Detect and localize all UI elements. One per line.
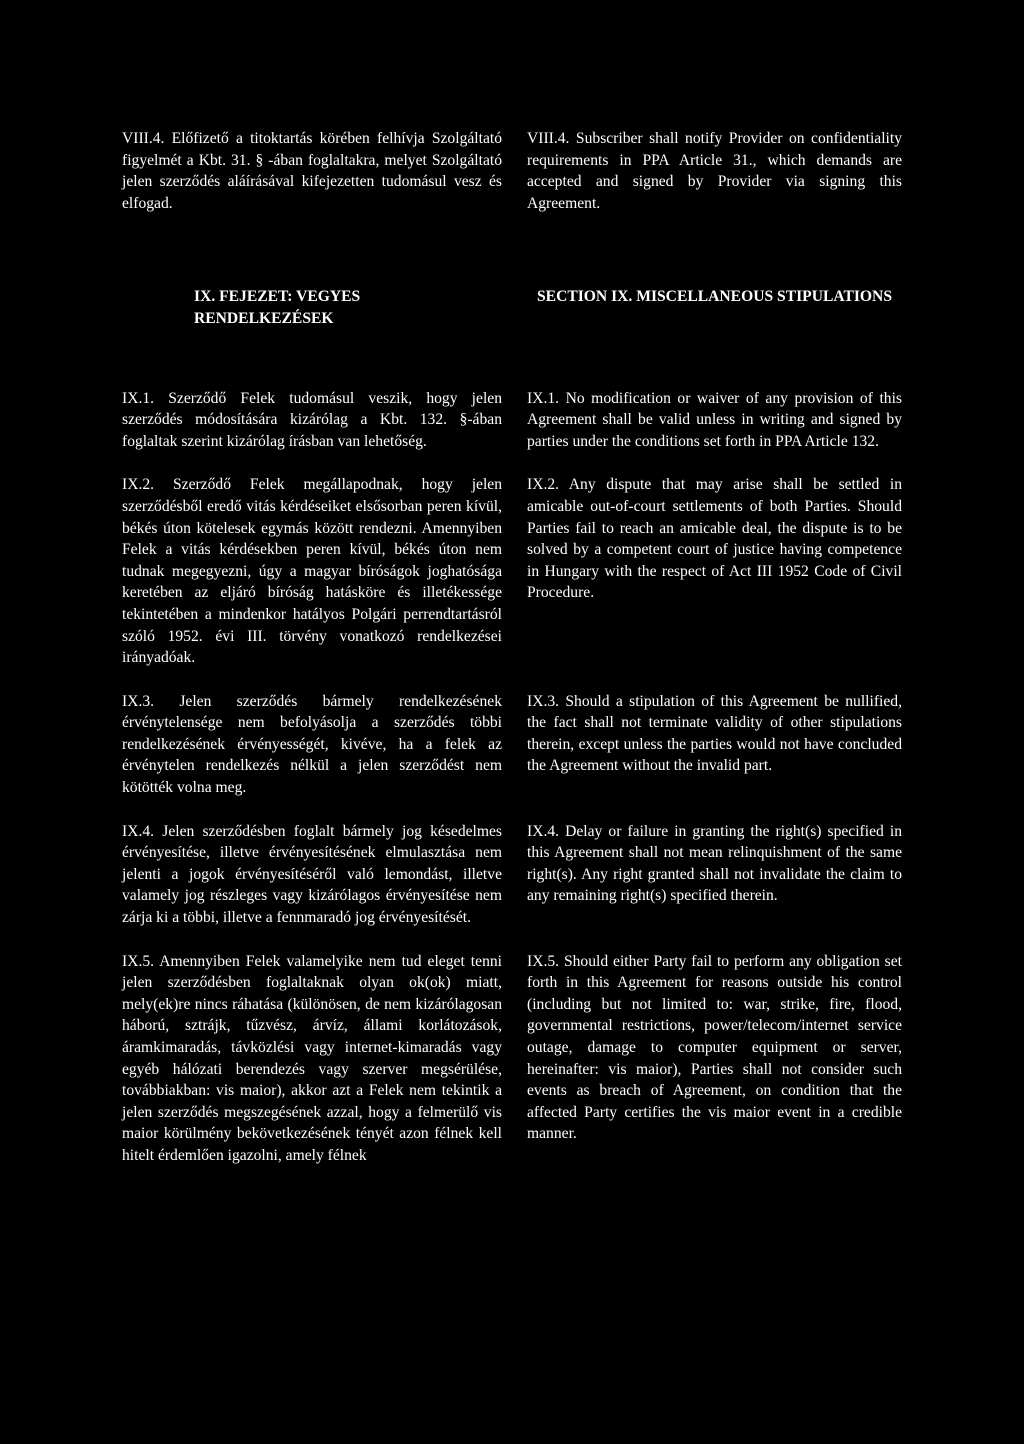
paragraph-ix-1-en: IX.1. No modification or waiver of any provision of this Agreement shall be valid unless in writing and signed by parties under the conditions set forth in PPA Article 132.	[527, 389, 902, 450]
paragraph-viii-4-en: VIII.4. Subscriber shall notify Provider on confidentiality requirements in PPA Article 31., which demands are accepted and signed by Provider via signing this Agreement.	[527, 130, 902, 212]
paragraph-ix-3-en: IX.3. Should a stipulation of this Agreement be nullified, the fact shall not terminate validity of other stipulations therein, except unless the parties would not have concluded the Agreement without the invalid part.	[527, 692, 902, 775]
english-column	[527, 691, 902, 777]
paragraph-ix-3-hu: IX.3. Jelen szerződés bármely rendelkezésének érvénytelensége nem befolyásolja a szerződés többi rendelkezésének érvényességét, kivéve, ha a felek az érvénytelen rendelkezés nélkül a jelen szerződést nem kötötték volna meg.	[122, 692, 502, 797]
heading-en: SECTION IX. MISCELLANEOUS STIPULATIONS	[537, 288, 892, 306]
english-column	[527, 474, 902, 604]
english-column	[527, 951, 902, 1145]
section-ix-2	[122, 474, 902, 668]
english-column	[527, 388, 902, 453]
section-ix-heading	[122, 286, 902, 329]
english-column	[527, 821, 902, 907]
paragraph-viii-4-hu: VIII.4. Előfizető a titoktartás körében felhívja Szolgáltató figyelmét a Kbt. 31. § -ában foglaltakra, melyet Szolgáltató jelen szerződés aláírásával kifejezetten tudomásul vesz és elfogad.	[122, 130, 502, 212]
paragraph-ix-4-hu: IX.4. Jelen szerződésben foglalt bármely jog késedelmes érvényesítése, illetve érvényesítésének elmulasztása nem jelenti a jogok érvényesítéséről való lemondást, illetve valamely jog részleges vagy kizárólagos érvényesítése nem zárja ki a többi, illetve a fennmaradó jog érvényesítését.	[122, 822, 502, 927]
hungarian-column	[122, 821, 502, 929]
hungarian-column	[122, 128, 502, 214]
english-column	[527, 128, 902, 214]
paragraph-ix-5-hu: IX.5. Amennyiben Felek valamelyike nem tud eleget tenni jelen szerződésben foglaltaknak olyan ok(ok) miatt, mely(ek)re nincs ráhatása (különösen, de nem kizárólagosan háború, sztrájk, tűzvész, árvíz, állami korlátozások, áramkimaradás, távközlési vagy internet-kimaradás vagy egyéb hálózati berendezés vagy szerver megsérülése, továbbiakban: vis maior), akkor azt a Felek nem tekintik a jelen szerződés megszegésének azzal, hogy a felmerülő vis maior körülmény bekövetkezésének tényét azon félnek kell hitelt érdemlően igazolni, amely félnek	[122, 952, 502, 1164]
paragraph-ix-2-hu: IX.2. Szerződő Felek megállapodnak, hogy jelen szerződésből eredő vitás kérdéseiket elsősorban peren kívül, békés úton kötelesek egymás között rendezni. Amennyiben Felek a vitás kérdésekben peren kívül, békés úton nem tudnak megegyezni, úgy a magyar bíróságok joghatósága keretében az eljáró bíróság hatásköre és illetékessége tekintetében a mindenkor hatályos Polgári perrendtartásról szóló 1952. évi III. törvény vonatkozó rendelkezései irányadóak.	[122, 476, 502, 667]
hungarian-column	[122, 951, 502, 1167]
paragraph-ix-2-en: IX.2. Any dispute that may arise shall be settled in amicable out-of-court settlements of both Parties. Should Parties fail to reach an amicable deal, the dispute is to be solved by a competent court of justice having competence in Hungary with the respect of Act III 1952 Code of Civil Procedure.	[527, 476, 902, 602]
hungarian-column	[122, 286, 502, 329]
hungarian-column	[122, 474, 502, 668]
section-ix-5	[122, 951, 902, 1167]
english-column	[527, 286, 902, 308]
paragraph-ix-1-hu: IX.1. Szerződő Felek tudomásul veszik, hogy jelen szerződés módosítására kizárólag a Kbt. 132. §-ában foglaltak szerint kizárólag írásban van lehetőség.	[122, 389, 502, 450]
hungarian-column	[122, 691, 502, 799]
paragraph-ix-4-en: IX.4. Delay or failure in granting the right(s) specified in this Agreement shall not mean relinquishment of the same right(s). Any right granted shall not invalidate the claim to any remaining right(s) specified therein.	[527, 822, 902, 905]
hungarian-column	[122, 388, 502, 453]
section-ix-1	[122, 388, 902, 453]
paragraph-ix-5-en: IX.5. Should either Party fail to perform any obligation set forth in this Agreement for reasons outside his control (including but not limited to: war, strike, fire, flood, governmental restrictions, power/telecom/internet service outage, damage to computer equipment or server, hereinafter: vis maior), Parties shall not consider such events as breach of Agreement, on condition that the affected Party certifies the vis maior event in a credible manner.	[527, 952, 902, 1143]
heading-hu: IX. FEJEZET: VEGYES RENDELKEZÉSEK	[194, 288, 361, 327]
section-viii-4	[122, 128, 902, 214]
document-page	[122, 128, 902, 1167]
section-ix-4	[122, 821, 902, 929]
section-ix-3	[122, 691, 902, 799]
